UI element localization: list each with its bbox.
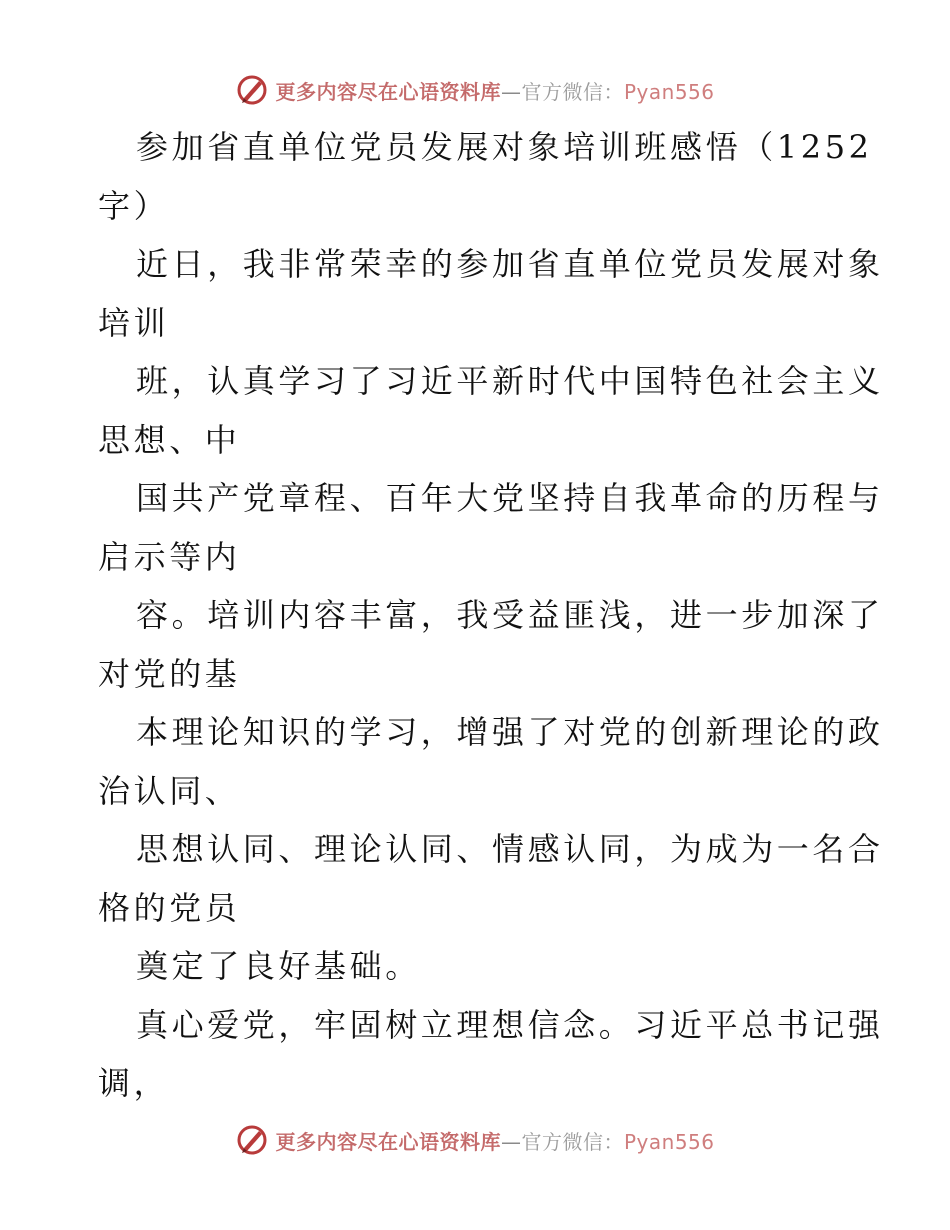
document-title-line-wrap: 字） xyxy=(98,186,170,225)
paragraph-line: 调， xyxy=(98,1064,170,1102)
footer-wechat-handle: Pyan556 xyxy=(623,1129,715,1154)
header-wechat-handle: Pyan556 xyxy=(623,79,715,104)
footer-brand: 更多内容尽在心语资料库 xyxy=(275,1129,501,1154)
header-separator: — xyxy=(500,79,522,104)
paragraph-line: 奠定了良好基础。 xyxy=(136,947,421,985)
header-wechat-label: 官方微信： xyxy=(521,79,624,104)
footer-wechat-label: 官方微信： xyxy=(521,1129,624,1154)
paragraph-line: 治认同、 xyxy=(98,771,241,810)
paragraph-line: 对党的基 xyxy=(98,654,241,693)
footer-watermark-banner xyxy=(0,1120,950,1160)
header-watermark-text xyxy=(275,76,714,105)
paragraph-line: 启示等内 xyxy=(98,537,241,576)
paragraph-line: 国共产党章程、百年大党坚持自我革命的历程与 xyxy=(136,479,884,517)
header-brand: 更多内容尽在心语资料库 xyxy=(275,79,501,104)
document-title-line: 参加省直单位党员发展对象培训班感悟（1252 xyxy=(136,128,873,166)
footer-watermark-text xyxy=(275,1126,714,1155)
paragraph-line: 培训 xyxy=(98,303,170,342)
document-body xyxy=(98,118,884,1113)
paragraph-line: 近日，我非常荣幸的参加省直单位党员发展对象 xyxy=(136,245,884,283)
paragraph-line: 格的党员 xyxy=(98,888,241,927)
header-watermark-banner xyxy=(0,70,950,110)
pen-logo-icon xyxy=(235,73,269,107)
paragraph-line: 真心爱党，牢固树立理想信念。习近平总书记强 xyxy=(136,1005,884,1044)
paragraph-line: 容。培训内容丰富，我受益匪浅，进一步加深了 xyxy=(136,596,884,634)
paragraph-line: 本理论知识的学习，增强了对党的创新理论的政 xyxy=(136,713,884,751)
paragraph-line: 思想、中 xyxy=(98,420,241,459)
paragraph-line: 思想认同、理论认同、情感认同，为成为一名合 xyxy=(136,830,884,868)
pen-logo-icon xyxy=(235,1123,269,1157)
paragraph-line: 班，认真学习了习近平新时代中国特色社会主义 xyxy=(136,362,884,400)
footer-separator: — xyxy=(500,1129,522,1154)
